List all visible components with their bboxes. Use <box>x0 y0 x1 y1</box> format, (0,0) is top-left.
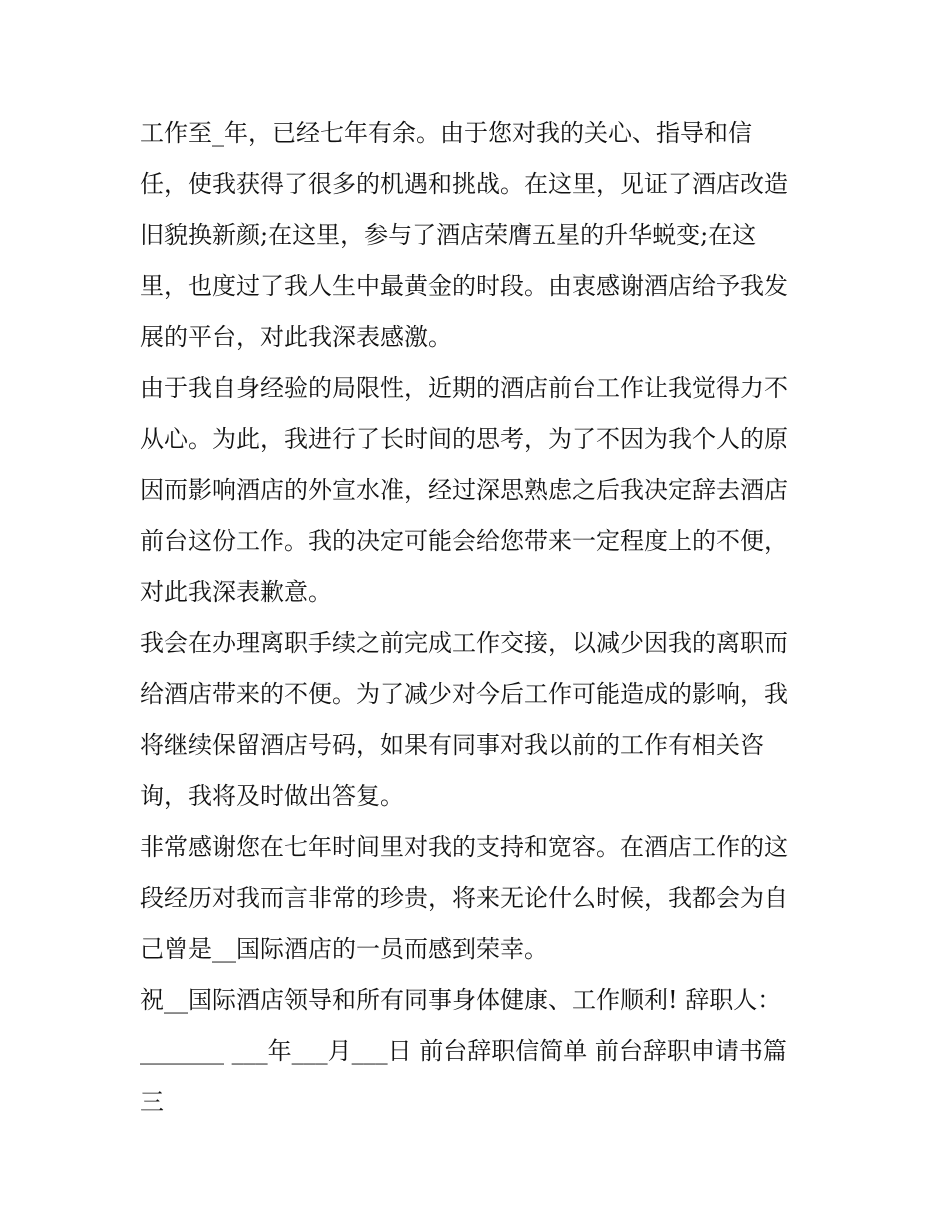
text-line: 三 <box>140 1088 164 1116</box>
text-line: 由于我自身经验的局限性，近期的酒店前台工作让我觉得力不 <box>140 374 788 402</box>
text-line: 任，使我获得了很多的机遇和挑战。在这里，见证了酒店改造 <box>140 170 788 198</box>
text-line: 展的平台，对此我深表感激。 <box>140 323 452 351</box>
text-line: 祝__国际酒店领导和所有同事身体健康、工作顺利! 辞职人： <box>140 986 782 1014</box>
text-line: 非常感谢您在七年时间里对我的支持和宽容。在酒店工作的这 <box>140 833 788 861</box>
text-line: 将继续保留酒店号码，如果有同事对我以前的工作有相关咨 <box>140 731 764 759</box>
text-line: 里，也度过了我人生中最黄金的时段。由衷感谢酒店给予我发 <box>140 272 788 300</box>
text-line: 工作至_年，已经七年有余。由于您对我的关心、指导和信 <box>140 119 752 147</box>
text-line: 旧貌换新颜;在这里，参与了酒店荣膺五星的升华蜕变;在这 <box>140 221 757 249</box>
text-line: 给酒店带来的不便。为了减少对今后工作可能造成的影响，我 <box>140 680 788 708</box>
text-line: 因而影响酒店的外宣水准，经过深思熟虑之后我决定辞去酒店 <box>140 476 788 504</box>
text-line: 询，我将及时做出答复。 <box>140 782 404 810</box>
text-line: _______ ___年___月___日 前台辞职信简单 前台辞职申请书篇 <box>140 1037 787 1065</box>
text-line: 己曾是__国际酒店的一员而感到荣幸。 <box>140 935 548 963</box>
letter-body <box>140 108 820 1128</box>
text-line: 我会在办理离职手续之前完成工作交接，以减少因我的离职而 <box>140 629 788 657</box>
text-line: 从心。为此，我进行了长时间的思考，为了不因为我个人的原 <box>140 425 788 453</box>
text-line: 段经历对我而言非常的珍贵，将来无论什么时候，我都会为自 <box>140 884 788 912</box>
text-line: 对此我深表歉意。 <box>140 578 332 606</box>
text-line: 前台这份工作。我的决定可能会给您带来一定程度上的不便， <box>140 527 788 555</box>
